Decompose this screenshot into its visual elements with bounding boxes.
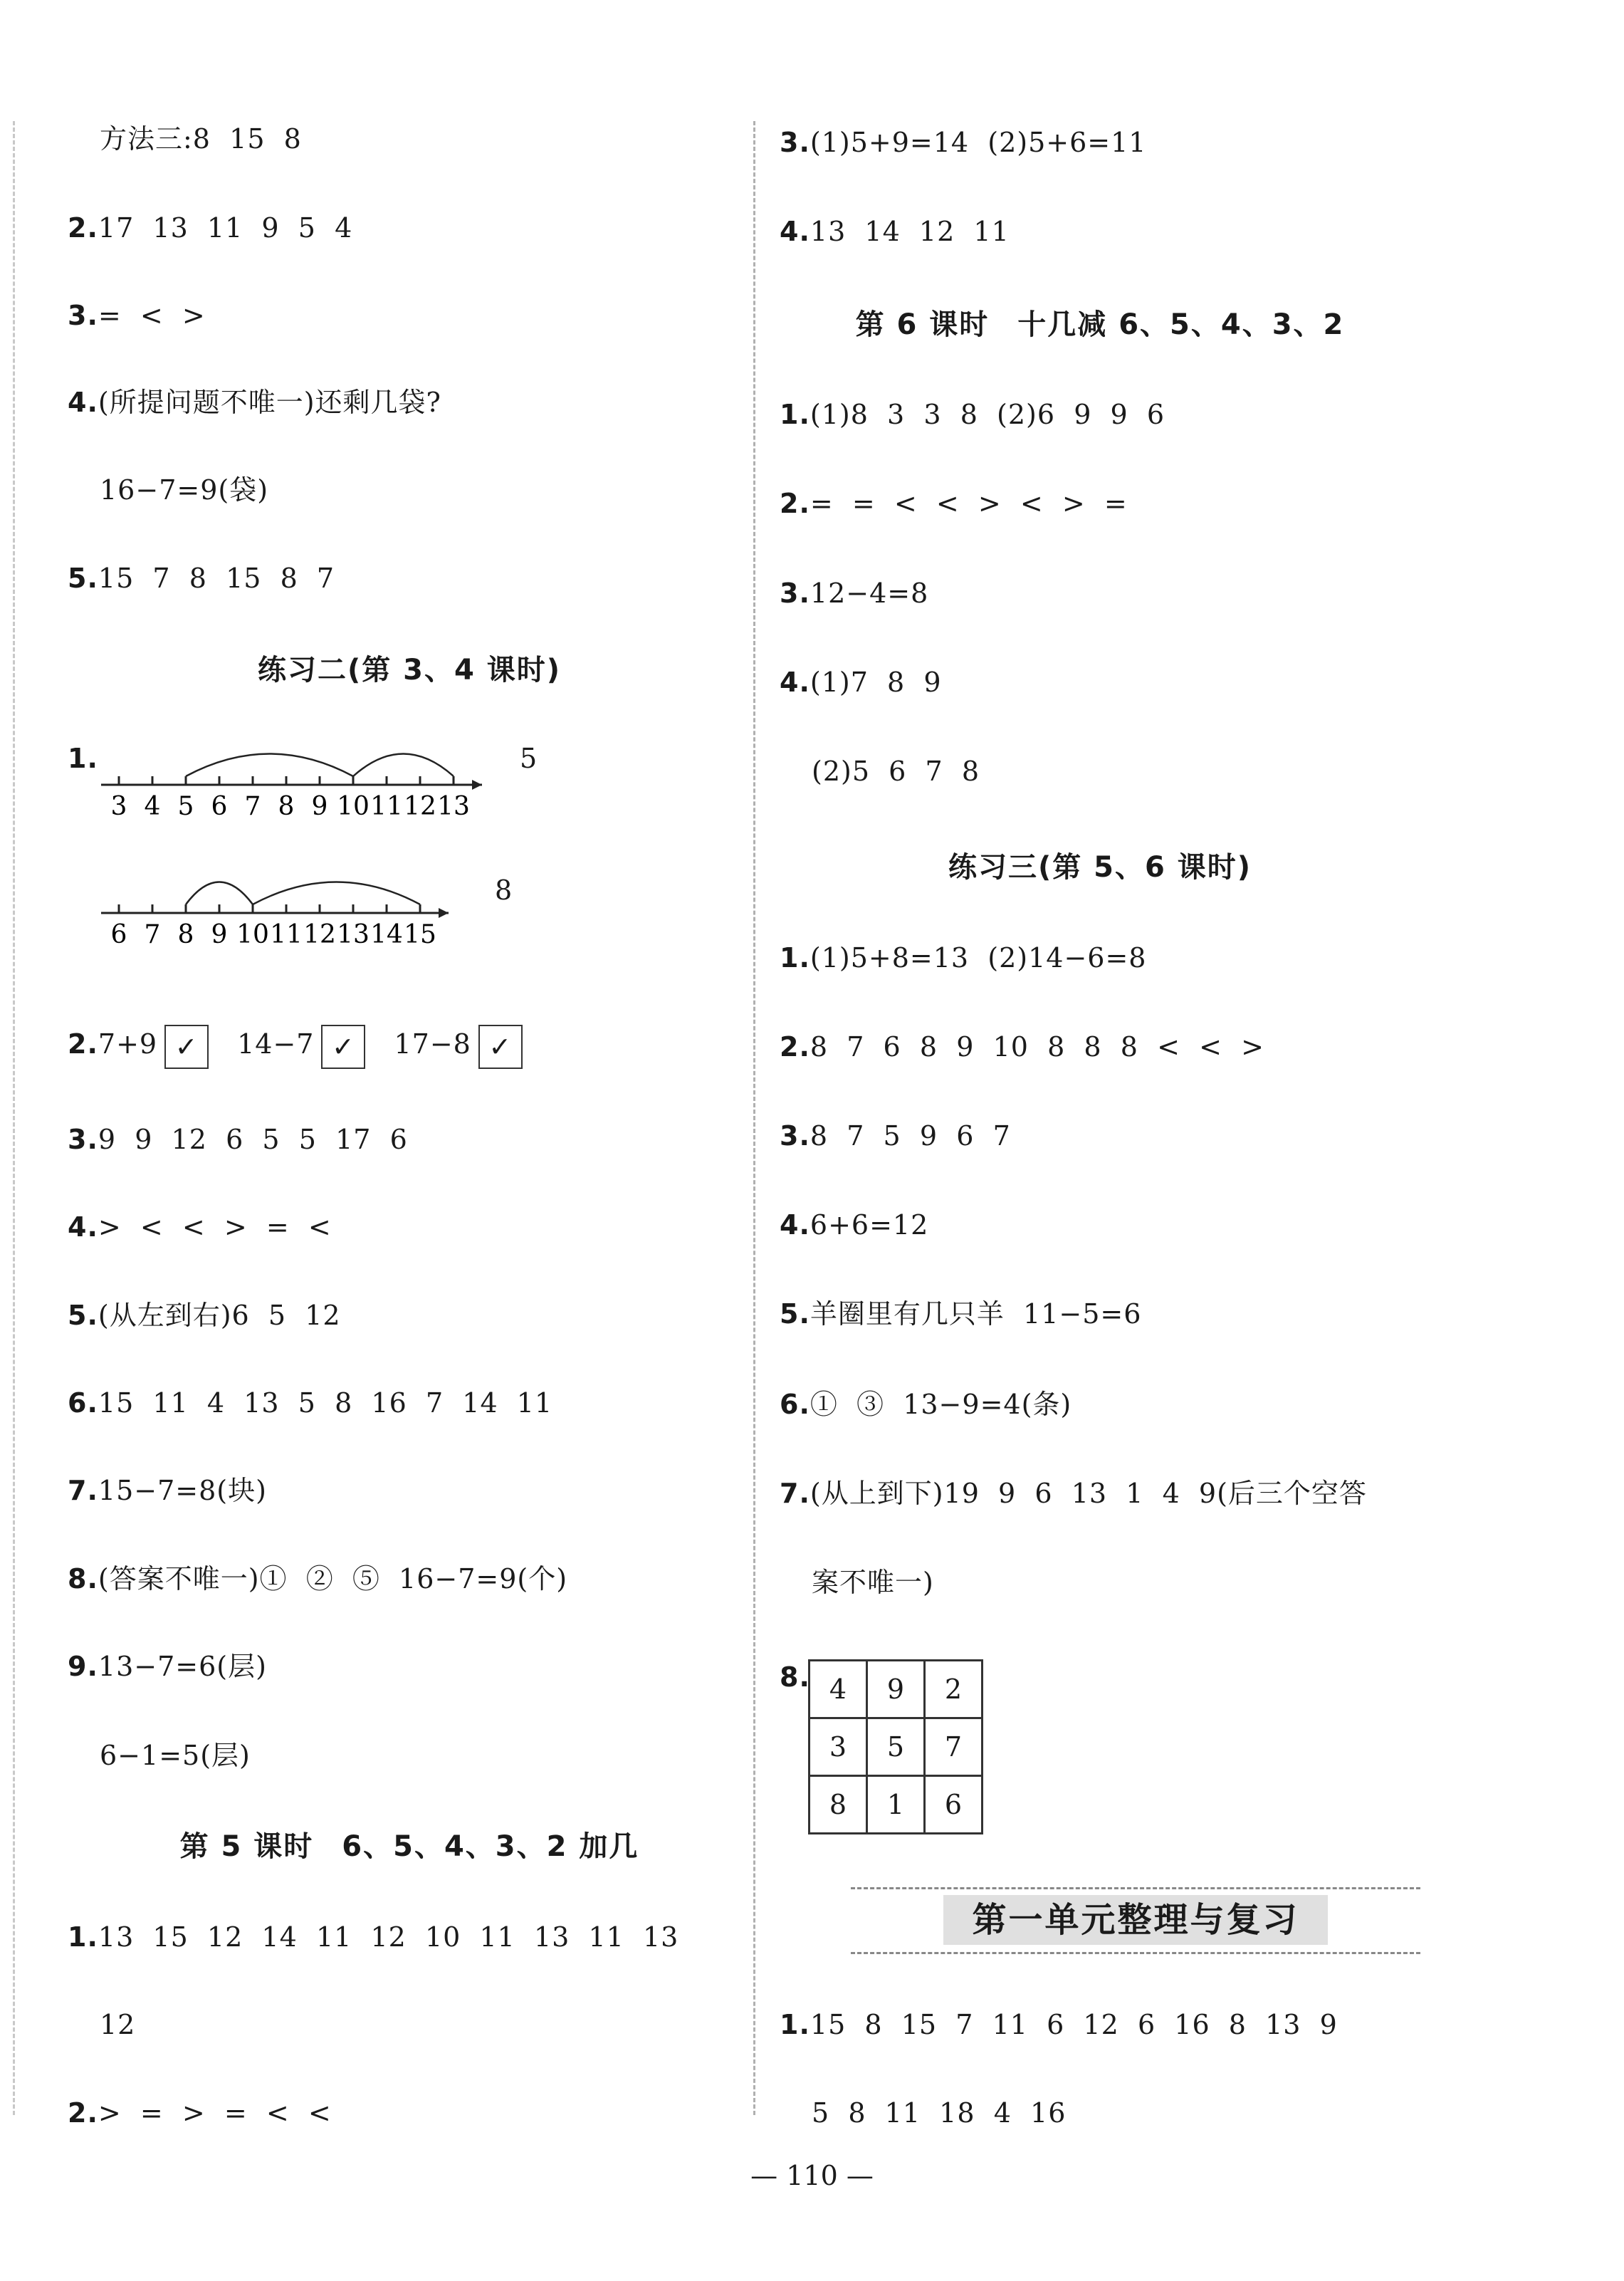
magic-cell: 4 (810, 1661, 867, 1718)
answer-line: 16−7=9(袋) (100, 474, 269, 506)
number-line-label: 12 (404, 792, 436, 821)
number-line-label: 4 (144, 792, 161, 821)
magic-cell: 7 (925, 1718, 983, 1776)
number-line-label: 13 (437, 792, 470, 821)
number-line-jump-arc (186, 754, 353, 777)
number-line-label: 9 (311, 792, 328, 821)
check-box: ✓ (478, 1025, 523, 1069)
answer-line: 3.= < > (68, 300, 206, 331)
unit-review-banner (851, 1887, 1420, 1954)
number-line-label: 6 (211, 792, 228, 821)
number-line-label: 6 (110, 920, 127, 949)
answer-line: 7.(从上到下)19 9 6 13 1 4 9(后三个空答 (780, 1478, 1367, 1509)
magic-square (808, 1659, 983, 1834)
check-box: ✓ (321, 1025, 365, 1069)
answer-line: 2.7+9 ✓ 14−7 ✓ 17−8 ✓ (68, 1022, 551, 1069)
number-line-label: 8 (177, 920, 194, 949)
number-line-label: 3 (110, 792, 127, 821)
magic-cell: 9 (867, 1661, 925, 1718)
magic-cell: 5 (867, 1718, 925, 1776)
page-number: — 110 — (750, 2160, 874, 2191)
magic-cell: 6 (925, 1776, 983, 1834)
answer-line: (2)5 6 7 8 (812, 756, 980, 787)
magic-cell: 2 (925, 1661, 983, 1718)
number-line-label: 5 (177, 792, 194, 821)
answer-line: 12 (100, 2009, 136, 2040)
number-line-label: 12 (303, 920, 336, 949)
number-line-2 (68, 862, 566, 954)
answer-line: 3.12−4=8 (780, 578, 929, 609)
number-line-label: 15 (404, 920, 436, 949)
answer-line: 5 8 11 18 4 16 (812, 2097, 1067, 2129)
section-heading: 第 6 课时 十几减 6、5、4、3、2 (855, 308, 1345, 341)
answer-line: 7.15−7=8(块) (68, 1475, 267, 1506)
answer-line: 2.8 7 6 8 9 10 8 8 8 < < > (780, 1031, 1264, 1063)
banner-title: 第一单元整理与复习 (943, 1895, 1327, 1945)
number-line-answer: 8 (495, 875, 513, 906)
answer-line: 3.(1)5+9=14 (2)5+6=11 (780, 127, 1147, 158)
answer-line: 案不唯一) (812, 1567, 934, 1598)
answer-line: 8.(答案不唯一)① ② ⑤ 16−7=9(个) (68, 1563, 568, 1594)
answer-line: 6−1=5(层) (100, 1740, 251, 1771)
answer-line: 6.① ③ 13−9=4(条) (780, 1389, 1072, 1420)
binding-margin-line (13, 121, 15, 2115)
magic-cell: 1 (867, 1776, 925, 1834)
question-number: 1. (68, 743, 98, 774)
answer-line: 1.(1)5+8=13 (2)14−6=8 (780, 942, 1147, 974)
number-line-jump-arc (353, 754, 454, 777)
answer-line: 1.(1)8 3 3 8 (2)6 9 9 6 (780, 399, 1165, 430)
number-line-arrow (439, 908, 449, 918)
answer-line: 4.13 14 12 11 (780, 216, 1010, 247)
number-line-1 (68, 734, 566, 826)
answer-line: 9.13−7=6(层) (68, 1651, 267, 1682)
column-divider (753, 121, 755, 2115)
number-line-label: 11 (370, 792, 403, 821)
number-line-label: 7 (244, 792, 261, 821)
number-line-label: 14 (370, 920, 403, 949)
answer-line: 2.> = > = < < (68, 2097, 332, 2129)
answer-line: 5.羊圈里有几只羊 11−5=6 (780, 1298, 1142, 1330)
magic-cell: 3 (810, 1718, 867, 1776)
number-line-arrow (472, 780, 482, 790)
number-line-label: 8 (278, 792, 295, 821)
section-heading: 练习二(第 3、4 课时) (257, 654, 562, 687)
answer-line: 5.15 7 8 15 8 7 (68, 563, 335, 594)
number-line-label: 10 (236, 920, 269, 949)
answer-line: 3.8 7 5 9 6 7 (780, 1120, 1011, 1152)
answer-line: 4.(1)7 8 9 (780, 667, 942, 698)
number-line-label: 7 (144, 920, 161, 949)
answer-line: 2.17 13 11 9 5 4 (68, 212, 353, 244)
answer-line: 4.(所提问题不唯一)还剩几袋? (68, 387, 441, 418)
answer-line: 1.13 15 12 14 11 12 10 11 13 11 13 (68, 1921, 679, 1953)
answer-line: 2.= = < < > < > = (780, 488, 1128, 519)
number-line-jump-arc (186, 882, 253, 905)
section-heading: 第 5 课时 6、5、4、3、2 加几 (179, 1830, 639, 1863)
number-line-label: 9 (211, 920, 228, 949)
number-line-jump-arc (253, 882, 420, 905)
answer-line: 3.9 9 12 6 5 5 17 6 (68, 1124, 408, 1155)
answer-line: 6.15 11 4 13 5 8 16 7 14 11 (68, 1387, 553, 1419)
magic-cell: 8 (810, 1776, 867, 1834)
section-heading: 练习三(第 5、6 课时) (948, 851, 1252, 884)
number-line-label: 11 (270, 920, 303, 949)
answer-line: 4.6+6=12 (780, 1209, 929, 1241)
question-number: 8. (780, 1661, 810, 1693)
answer-line: 方法三:8 15 8 (100, 123, 302, 155)
number-line-answer: 5 (520, 743, 538, 774)
number-line-label: 13 (337, 920, 370, 949)
check-box: ✓ (164, 1025, 209, 1069)
answer-line: 4.> < < > = < (68, 1211, 332, 1243)
answer-line: 5.(从左到右)6 5 12 (68, 1300, 341, 1331)
answer-line: 1.15 8 15 7 11 6 12 6 16 8 13 9 (780, 2009, 1338, 2040)
number-line-label: 10 (337, 792, 370, 821)
